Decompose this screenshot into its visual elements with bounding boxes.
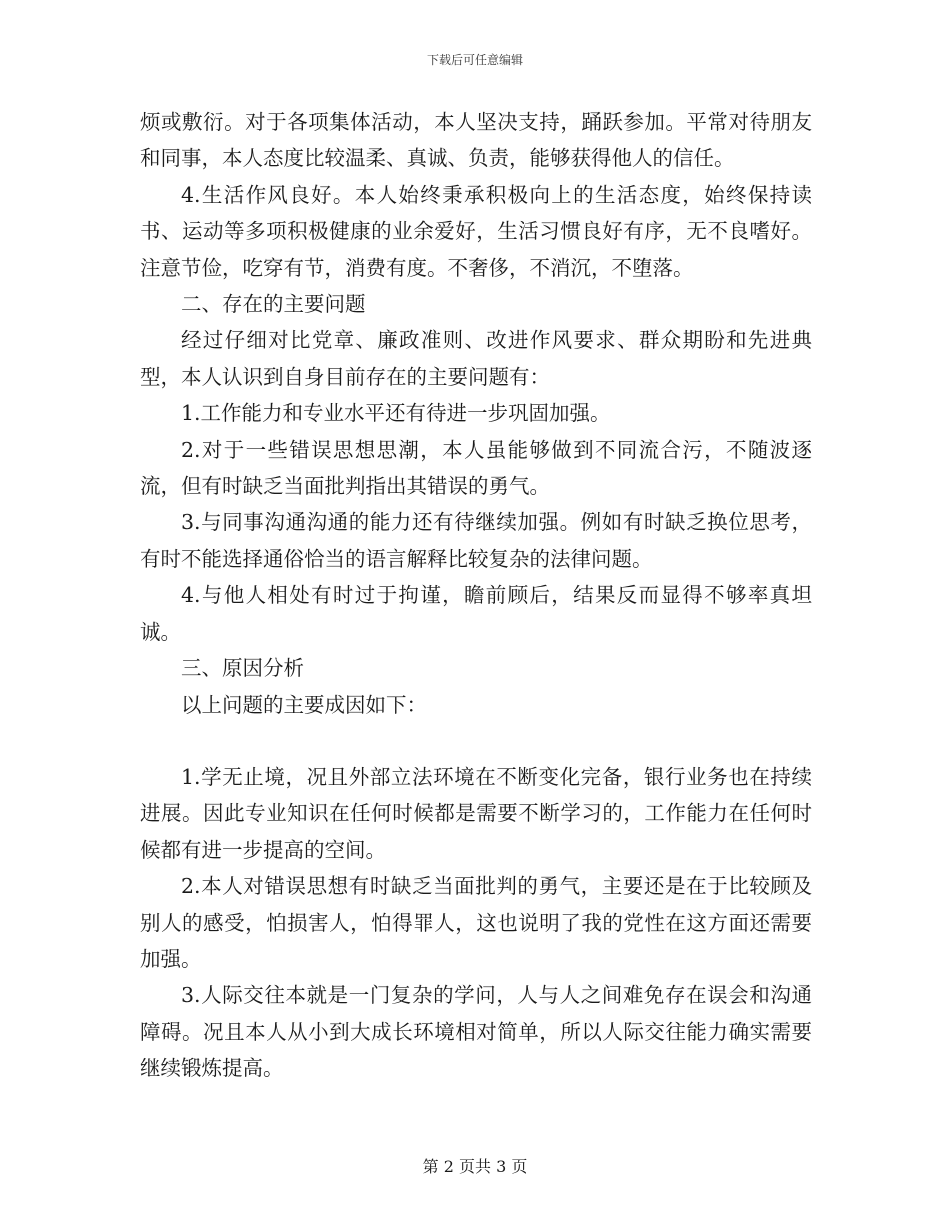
paragraph-problem-4: 4.与他人相处有时过于拘谨，瞻前顾后，结果反而显得不够率真坦诚。	[140, 583, 812, 644]
paragraph-causes-intro: 以上问题的主要成因如下：	[181, 692, 427, 717]
section-heading-causes: 三、原因分析	[181, 656, 304, 681]
blank-line	[140, 723, 812, 759]
paragraph-problem-3: 3.与同事沟通沟通的能力还有待继续加强。例如有时缺乏换位思考，有时不能选择通俗恰当的语言解释比较复杂的法律问题。	[140, 510, 812, 571]
paragraph-cause-2: 2.本人对错误思想有时缺乏当面批判的勇气，主要还是在于比较顾及别人的感受，怕损害人，怕得罪人，这也说明了我的党性在这方面还需要加强。	[140, 874, 812, 971]
paragraph-cause-1: 1.学无止境，况且外部立法环境在不断变化完备，银行业务也在持续进展。因此专业知识在任何时候都是需要不断学习的，工作能力在任何时候都有进一步提高的空间。	[140, 764, 812, 862]
page-header: 下载后可任意编辑	[426, 53, 523, 67]
paragraph-item-4-lifestyle: 4.生活作风良好。本人始终秉承积极向上的生活态度，始终保持读书、运动等多项积极健康的业余爱好，生活习惯良好有序，无不良嗜好。注意节俭，吃穿有节，消费有度。不奢侈，不消沉，不堕落。	[140, 182, 812, 280]
document-body	[140, 104, 812, 1087]
paragraph-problem-2: 2.对于一些错误思想思潮，本人虽能够做到不同流合污，不随波逐流，但有时缺乏当面批判指出其错误的勇气。	[140, 437, 812, 499]
section-heading-problems: 二、存在的主要问题	[181, 292, 366, 317]
paragraph-problem-1: 1.工作能力和专业水平还有待进一步巩固加强。	[181, 401, 611, 426]
page-number-footer: 第 2 页共 3 页	[422, 1157, 528, 1176]
paragraph-continued: 烦或敷衍。对于各项集体活动，本人坚决支持，踊跃参加。平常对待朋友和同事，本人态度比较温柔、真诚、负责，能够获得他人的信任。	[140, 110, 812, 171]
paragraph-cause-3: 3.人际交往本就是一门复杂的学问，人与人之间难免存在误会和沟通障碍。况且本人从小到大成长环境相对简单，所以人际交往能力确实需要继续锻炼提高。	[140, 983, 812, 1081]
paragraph-problems-intro: 经过仔细对比党章、廉政准则、改进作风要求、群众期盼和先进典型，本人认识到自身目前存在的主要问题有：	[140, 328, 812, 389]
